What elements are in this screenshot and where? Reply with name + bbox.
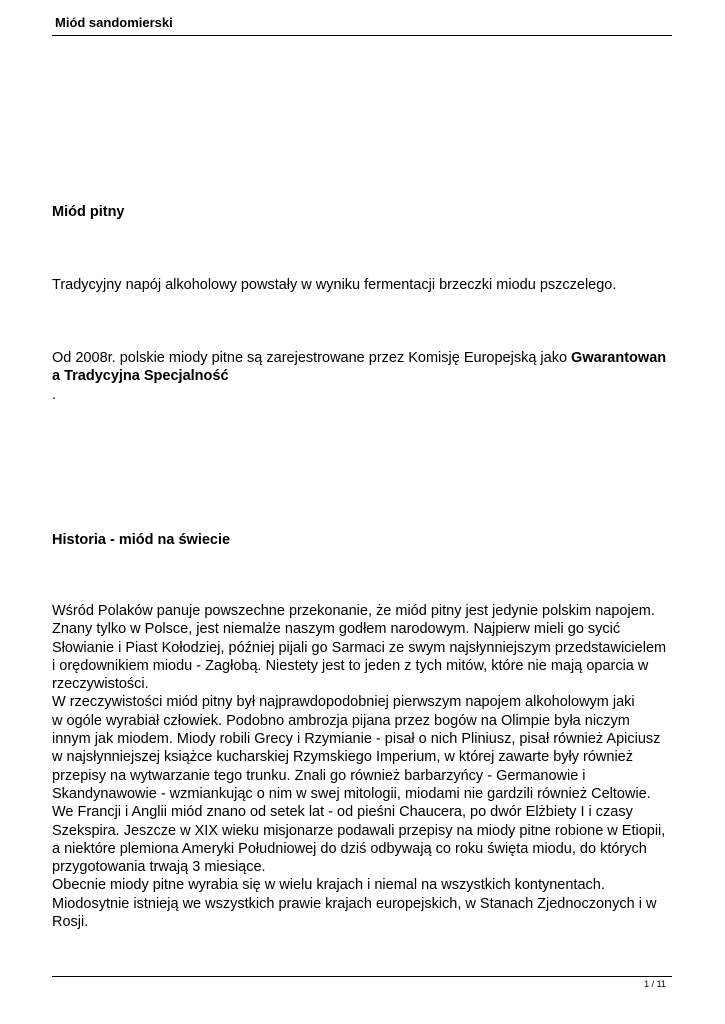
registration-bold-2: a Tradycyjna Specjalność xyxy=(52,368,229,385)
registration-line-1 xyxy=(52,349,674,367)
header-divider xyxy=(52,35,672,36)
history-line: Miodosytnie istnieją we wszystkich prawie krajach europejskich, w Stanach Zjednoczonych i w xyxy=(52,895,657,912)
intro-text: Tradycyjny napój alkoholowy powstały w wyniku fermentacji brzeczki miodu pszczelego. xyxy=(52,277,617,293)
history-line: w najsłynniejszej książce kucharskiej Rzymskiego Imperium, w której zawarte były również xyxy=(52,749,633,766)
registration-text: Od 2008r. polskie miody pitne są zarejestrowane przez Komisję Europejską jako xyxy=(52,350,572,366)
registration-trailing: . xyxy=(52,386,57,403)
history-line: Rosji. xyxy=(52,914,89,931)
intro-paragraph xyxy=(52,276,674,294)
history-line: Słowianie i Piast Kołodziej, później pijali go Sarmaci ze swym najsłynniejszym przedstawicielem xyxy=(52,639,667,656)
page-number: 1 / 11 xyxy=(644,979,666,989)
history-line: przepisy na wytwarzanie tego trunku. Znali go również barbarzyńcy - Germanowie i xyxy=(52,767,586,784)
footer-divider xyxy=(52,976,672,977)
history-line: i orędownikiem miodu - Zagłobą. Niestety jest to jeden z tych mitów, które nie mają oparcia w xyxy=(52,657,649,674)
history-line: Skandynawowie - wzmiankując o nim w swej mitologii, miodami nie gardzili również Celtowie. xyxy=(52,785,651,802)
history-line: Wśród Polaków panuje powszechne przekonanie, że miód pitny jest jedynie polskim napojem. xyxy=(52,603,655,619)
section-heading-historia: Historia - miód na świecie xyxy=(52,532,231,548)
history-line: innym jak miodem. Miody robili Grecy i Rzymianie - pisał o nich Pliniusz, pisał również Apiciusz xyxy=(52,731,661,748)
history-paragraph xyxy=(52,602,674,931)
document-header-title: Miód sandomierski xyxy=(55,15,173,30)
history-line: We Francji i Anglii miód znano od setek lat - od pieśni Chaucera, po dwór Elżbiety I i czasy xyxy=(52,804,633,821)
history-line: przygotowania trwają 3 miesiące. xyxy=(52,859,266,876)
history-line: w ogóle wyrabiał człowiek. Podobno ambrozja pijana przez bogów na Olimpie była niczym xyxy=(52,712,630,729)
section-heading-miod-pitny: Miód pitny xyxy=(52,204,125,220)
history-line: W rzeczywistości miód pitny był najprawdopodobniej pierwszym napojem alkoholowym jaki xyxy=(52,694,635,711)
history-line: Znany tylko w Polsce, jest niemalże naszym godłem narodowym. Najpierw mieli go sycić xyxy=(52,621,621,638)
history-line: Szekspira. Jeszcze w XIX wieku misjonarze podawali przepisy na miody pitne robione w Etiopii, xyxy=(52,822,666,839)
history-line: a niektóre plemiona Ameryki Południowej do dziś odbywają co roku święta miodu, do których xyxy=(52,840,647,857)
registration-paragraph xyxy=(52,349,674,404)
history-line: Obecnie miody pitne wyrabia się w wielu krajach i niemal na wszystkich kontynentach. xyxy=(52,877,605,894)
history-line: rzeczywistości. xyxy=(52,676,149,693)
registration-bold-1: Gwarantowan xyxy=(571,350,667,366)
